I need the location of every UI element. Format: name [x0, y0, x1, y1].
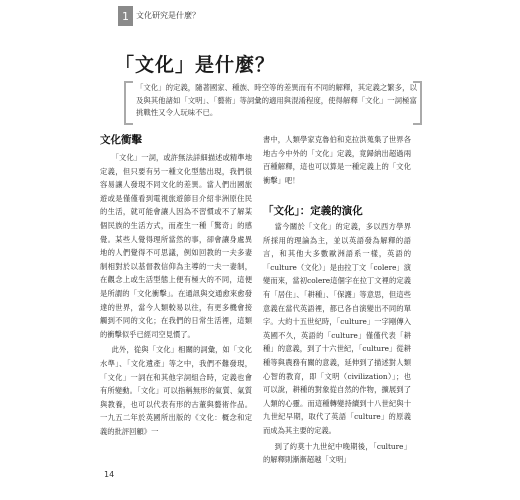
section-heading-culture-shock: 文化衝擊 [100, 134, 142, 146]
intro-text: 「文化」的定義，隨著國家、種族、時空等的差異而有不同的解釋，其定義之繁多，以及與其他諸如「文明」、「藝術」等詞彙的適用與混淆程度，使得解釋「文化」一詞極富挑戰性又令人玩味不已。 [136, 83, 417, 117]
paragraph: 此外，從與「文化」相關的詞彙，如「文化水準」、「文化遺產」等之中，我們不難發現，「文化」一詞在和其他字詞組合時，定義也會有所變動。「文化」可以指稱無形的氣質、氣質與教養，也可以代表有形的古董與藝術作品。一九五二年於英國所出版的《文化：概念和定義的批評回顧》一 [100, 345, 252, 436]
chapter-number-tab: 1 [118, 6, 133, 26]
section-heading-definition-evolution: 「文化」：定義的演化 [263, 205, 363, 217]
right-column-continuation [263, 133, 411, 187]
right-column-section [263, 203, 411, 467]
intro-box [124, 81, 417, 123]
intro-left-bracket [124, 81, 133, 125]
running-header-title: 文化研究是什麼？ [136, 11, 200, 20]
page-title: 「文化」是什麼？ [115, 54, 276, 76]
continuation-paragraph: 書中，人類學家克魯伯和克拉洪蒐集了世界各地古今中外的「文化」定義，竟歸納出超過兩百種解釋，這也可以算是一種定義上的「文化衝擊」吧！ [263, 135, 411, 185]
paragraph: 「文化」一詞，或許無法詳細描述或精準地定義，但只要有另一種文化型態出現，我們很容易讓人發現不同文化的差異。當人們出國旅遊或是僅僅看到電視旅遊節目介紹非洲原住民的生活，就可能會讓人因為不習慣或不了解某個民族的生活方式，而產生一種「驚奇」的感覺。某些人覺得理所當然的事，卻會讓身處異地的人們覺得不可思議，例如回教的一夫多妻制相對於以基督教信仰為主導的一夫一妻制，在觀念上或生活型態上便有極大的不同，這便是所謂的「文化衝擊」。在通訊與交通愈來愈發達的世界，當今人類較易以往，有更多機會接觸到不同的文化；在我們的日常生活裡，這類的衝擊似乎已經司空見慣了。 [100, 153, 252, 339]
intro-right-bracket [413, 81, 422, 125]
page-number: 14 [104, 470, 115, 479]
paragraph: 當今關於「文化」的定義，多以西方學界所採用的理論為主，並以英語發為解釋的語言，和其他大多數歐洲語系一樣，英語的「culture（文化）」是由拉丁文「colere」演變而來，當初colere這個字在拉丁文裡的定義有「居住」、「耕種」、「保護」等意思，但這些意義在當代英語裡，都已各自演變出不同的單字。大約十五世紀時，「culture」一字剛傳入英國不久，英語的「culture」僅僅代表「耕種」的意義，到了十六世紀，「culture」從耕種等與農務有關的意義，延伸到了描述對人類心智的教育，即「文明（civilization）」；也可以說，耕種的對象從自然的作物，擴展到了人類的心靈。而這種轉變持續到十八世紀與十九世紀早期，取代了英語「culture」的原義而成為其主要的定義。 [263, 222, 412, 435]
paragraph: 到了約莫十九世紀中晚期後，「culture」的解釋則漸漸超越「文明」 [263, 441, 411, 465]
left-column [100, 132, 252, 438]
